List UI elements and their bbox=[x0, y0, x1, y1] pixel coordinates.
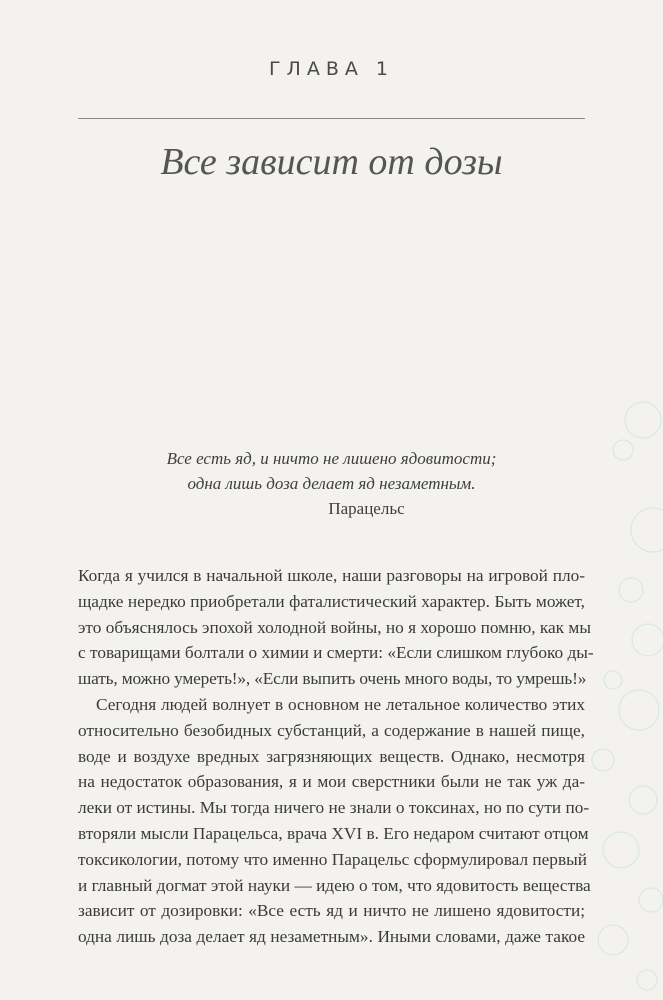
body-line: на недостаток образования, я и мои сверстники были не так уж да- bbox=[78, 772, 585, 792]
body-line: зависит от дозировки: «Все есть яд и ничто не лишено ядовитости; bbox=[78, 901, 585, 921]
epigraph-author: Парацельс bbox=[328, 499, 405, 518]
epigraph bbox=[0, 446, 663, 521]
body-line: одна лишь доза делает яд незаметным». Иными словами, даже такое bbox=[78, 927, 585, 947]
body-line: шать, можно умереть!», «Если выпить очень много воды, то умрешь!» bbox=[78, 669, 587, 689]
body-line: это объяснялось эпохой холодной войны, но я хорошо помню, как мы bbox=[78, 617, 591, 637]
chapter-label: ГЛАВА 1 bbox=[268, 58, 395, 80]
body-line: вторяли мысли Парацельса, врача XVI в. Его недаром считают отцом bbox=[78, 823, 589, 843]
chapter-divider bbox=[78, 118, 585, 119]
body-line: леки от истины. Мы тогда ничего не знали о токсинах, но по сути по- bbox=[78, 798, 590, 818]
chapter-title: Все зависит от дозы bbox=[160, 141, 503, 183]
body-line: и главный догмат этой науки — идею о том, что ядовитость вещества bbox=[78, 875, 591, 895]
body-line: щадке нередко приобретали фаталистический характер. Быть может, bbox=[78, 591, 585, 611]
body-line: Когда я учился в начальной школе, наши разговоры на игровой пло- bbox=[78, 566, 585, 585]
body-line: Сегодня людей волнует в основном не летальное количество этих bbox=[96, 694, 585, 714]
body-line: воде и воздухе вредных загрязняющих веществ. Однако, несмотря bbox=[78, 746, 585, 766]
body-text bbox=[78, 563, 594, 950]
body-line: относительно безобидных субстанций, а содержание в нашей пище, bbox=[78, 720, 585, 740]
epigraph-line-1: Все есть яд, и ничто не лишено ядовитости; bbox=[166, 449, 497, 468]
body-line: с товарищами болтали о химии и смерти: «Если слишком глубоко ды- bbox=[78, 643, 594, 663]
epigraph-line-2: одна лишь доза делает яд незаметным. bbox=[187, 474, 476, 493]
body-line: токсикологии, потому что именно Парацельс сформулировал первый bbox=[78, 849, 587, 869]
